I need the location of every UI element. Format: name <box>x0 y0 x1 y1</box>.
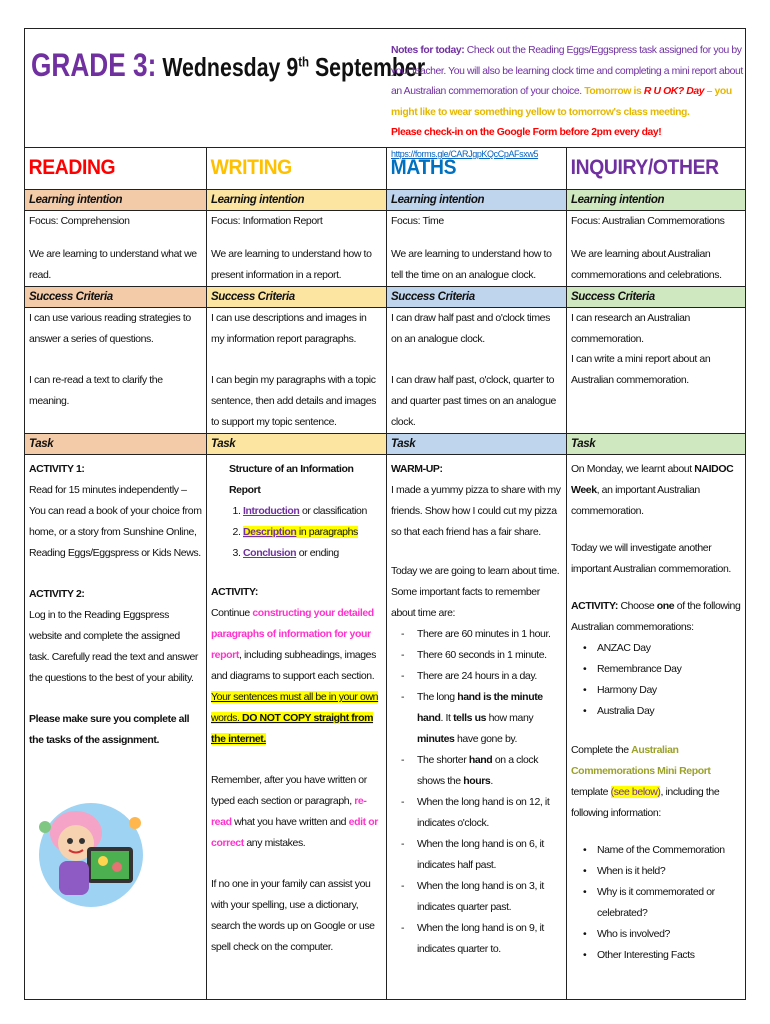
structure-intro-rest: or classification <box>299 505 367 517</box>
inquiry-li-label: Learning intention <box>567 189 745 211</box>
info-item: • Who is involved? <box>567 924 745 945</box>
writing-sc2: I can begin my paragraphs with a topic sentence, then add details and images to support my topic sentence. <box>211 374 376 428</box>
inquiry-activity <box>567 596 745 638</box>
writing-li-label: Learning intention <box>207 189 386 211</box>
maths-sc-label: Success Criteria <box>387 286 566 308</box>
reading-note: Please make sure you complete all the tasks of the assignment. <box>29 713 190 746</box>
activity-mid: Choose <box>617 600 657 612</box>
inquiry-monday <box>567 459 745 522</box>
commemoration-item: • Australia Day <box>567 701 745 722</box>
time-fact: - There are 24 hours in a day. <box>387 666 566 687</box>
writing-li: We are learning to understand how to present information in a report. <box>211 248 372 281</box>
inquiry-sc2: I can write a mini report about an Australian commemoration. <box>571 353 711 386</box>
info-item: • Why is it commemorated or celebrated? <box>567 882 745 924</box>
reading-task-label: Task <box>25 433 206 455</box>
time-fact: - There 60 seconds in 1 minute. <box>387 645 566 666</box>
writing-task-label: Task <box>207 433 386 455</box>
remember-post: any mistakes. <box>243 837 306 849</box>
writing-remember <box>207 770 386 854</box>
complete-pre: Complete the <box>571 744 632 756</box>
activity-label: ACTIVITY: <box>571 600 618 612</box>
header <box>25 29 745 159</box>
naidoc-week: NAIDOC Week <box>571 463 734 496</box>
writing-activity <box>207 603 386 750</box>
maths-column <box>387 147 567 999</box>
remember-edit: edit or correct <box>211 816 378 849</box>
info-list <box>567 840 745 966</box>
remember-mid: what you have written and <box>231 816 349 828</box>
reading-li: We are learning to understand what we read. <box>29 248 197 281</box>
writing-column <box>207 147 387 999</box>
structure-title: Structure of an Information Report <box>229 463 354 496</box>
short-pre: The shorter <box>417 754 469 766</box>
checkin-note: Please check-in on the Google Form before 2pm every day! <box>391 127 662 139</box>
reading-heading: READING <box>28 156 116 179</box>
activity-own-words: Your sentences must all be in your own words. <box>211 691 379 724</box>
inquiry-complete <box>567 740 745 824</box>
structure-conclusion-rest: or ending <box>296 547 339 559</box>
inquiry-task-label: Task <box>567 433 745 455</box>
info-item: • Other Interesting Facts <box>567 945 745 966</box>
template-name: Australian Commemorations Mini Report <box>571 744 711 777</box>
maths-sc1: I can draw half past and o'clock times on an analogue clock. <box>391 312 550 345</box>
commemoration-item: • ANZAC Day <box>567 638 745 659</box>
activity-mid: , including subheadings, images and diagrams to support each section. <box>211 649 376 682</box>
writing-focus: Focus: Information Report <box>211 215 323 227</box>
long-pre: The long <box>417 691 458 703</box>
reading-act2: Log in to the Reading Eggspress website and complete the assigned task. Carefully read the text and answer the questions to the best of your ability. <box>29 609 199 684</box>
maths-focus: Focus: Time <box>391 215 444 227</box>
short-hours: hours <box>463 775 491 787</box>
reading-eggs-character-image <box>31 797 151 907</box>
maths-li: We are learning to understand how to tell the time on an analogue clock. <box>391 248 552 281</box>
reading-act1: Read for 15 minutes independently – You can read a book of your choice from home, or a story from Sunshine Online, Reading Eggs/Eggspress or Kids News. <box>29 484 202 559</box>
short-mid: on a clock shows the <box>417 754 539 787</box>
activity-no-copy: DO NOT COPY straight from the internet. <box>211 712 374 745</box>
tomorrow-post: – you might like to wear something yellow to tomorrow's class meeting. <box>391 86 732 118</box>
inquiry-heading: INQUIRY/OTHER <box>570 156 719 179</box>
time-facts-list <box>387 624 566 960</box>
long-tells: tells us <box>453 712 487 724</box>
monday-post: , an important Australian commemoration. <box>571 484 700 517</box>
title-month: September <box>314 52 426 82</box>
time-fact: - When the long hand is on 3, it indicates quarter past. <box>387 876 566 918</box>
inquiry-focus: Focus: Australian Commemorations <box>571 215 725 227</box>
structure-description: Description <box>243 526 297 538</box>
see-below: (see below) <box>610 786 661 798</box>
inquiry-sc1: I can research an Australian commemoration. <box>571 312 690 345</box>
warmup-title: WARM-UP: <box>391 463 443 475</box>
short-post: . <box>490 775 493 787</box>
writing-sc1: I can use descriptions and images in my information report paragraphs. <box>211 312 367 345</box>
info-item: • Name of the Commemoration <box>567 840 745 861</box>
structure-conclusion: Conclusion <box>243 547 297 559</box>
long-post: have gone by. <box>454 733 517 745</box>
info-item: • When is it held? <box>567 861 745 882</box>
page-title <box>31 47 426 84</box>
complete-post: , including the following information: <box>571 786 720 819</box>
remember-reread: re-read <box>211 795 367 828</box>
writing-activity-title: ACTIVITY: <box>211 586 258 598</box>
activity-post: of the following Australian commemorations: <box>571 600 741 633</box>
structure-list <box>207 501 386 564</box>
maths-task-label: Task <box>387 433 566 455</box>
maths-today: Today we are going to learn about time. Some important facts to remember about time are: <box>391 565 560 619</box>
notes-text: Check out the Reading Eggs/Eggspress task assigned for you by your teacher. You will also be learning clock time and completing a mini report about an Australian commemoration of your choice. <box>391 45 743 98</box>
google-form-link[interactable]: https://forms.gle/CARJgpKQcCpAFsxw5 <box>391 148 539 159</box>
inquiry-today: Today we will investigate another important Australian commemoration. <box>571 542 731 575</box>
time-fact: - When the long hand is on 9, it indicates quarter to. <box>387 918 566 960</box>
structure-intro: Introduction <box>243 505 300 517</box>
activity-continue: Continue <box>211 607 253 619</box>
title-day: Wednesday 9 <box>162 52 299 82</box>
commemoration-item: • Remembrance Day <box>567 659 745 680</box>
tomorrow-pre: Tomorrow is <box>584 86 642 98</box>
inquiry-sc-label: Success Criteria <box>567 286 745 308</box>
maths-heading: MATHS <box>390 156 457 179</box>
commemorations-list <box>567 638 745 722</box>
long-minutes: minutes <box>417 733 455 745</box>
structure-item <box>243 543 382 564</box>
template-mid: template <box>571 786 611 798</box>
grade-label: GRADE 3: <box>31 47 157 83</box>
short-bold: hand <box>468 754 493 766</box>
writing-help: If no one in your family can assist you with your spelling, use a dictionary, search the words up on Google or use spell check on the computer. <box>211 878 375 953</box>
notes-label: Notes for today: <box>391 45 465 56</box>
warmup-text: I made a yummy pizza to share with my friends. Show how I could cut my pizza so that each friend has a fair share. <box>391 484 561 538</box>
long-bold: hand is the minute hand <box>417 691 543 724</box>
inquiry-column <box>567 147 745 999</box>
reading-act1-title: ACTIVITY 1: <box>29 463 85 475</box>
reading-li-label: Learning intention <box>25 189 206 211</box>
reading-focus: Focus: Comprehension <box>29 215 130 227</box>
activity-construct: constructing your detailed paragraphs of information for your report <box>211 607 374 661</box>
time-fact-long-hand <box>387 687 566 750</box>
monday-pre: On Monday, we learnt about <box>571 463 695 475</box>
remember-pre: Remember, after you have written or typed each section or paragraph, <box>211 774 367 807</box>
time-fact: - When the long hand is on 12, it indicates o'clock. <box>387 792 566 834</box>
maths-li-label: Learning intention <box>387 189 566 211</box>
reading-sc2: I can re-read a text to clarify the meaning. <box>29 374 163 407</box>
inquiry-li: We are learning about Australian commemorations and celebrations. <box>571 248 722 281</box>
long-mid2: how many <box>486 712 534 724</box>
lesson-sheet <box>24 28 746 1000</box>
title-day-suffix: th <box>298 53 310 70</box>
writing-heading: WRITING <box>210 156 292 179</box>
long-mid: . It <box>440 712 454 724</box>
reading-act2-title: ACTIVITY 2: <box>29 588 85 600</box>
writing-sc-label: Success Criteria <box>207 286 386 308</box>
ruok-day: R U OK? Day <box>643 86 705 98</box>
reading-sc1: I can use various reading strategies to answer a series of questions. <box>29 312 191 345</box>
activity-one: one <box>656 600 675 612</box>
time-fact: - There are 60 minutes in 1 hour. <box>387 624 566 645</box>
commemoration-item: • Harmony Day <box>567 680 745 701</box>
maths-sc2: I can draw half past, o'clock, quarter to and quarter past times on an analogue clock. <box>391 374 556 428</box>
time-fact: - When the long hand is on 6, it indicates half past. <box>387 834 566 876</box>
reading-sc-label: Success Criteria <box>25 286 206 308</box>
structure-description-rest: in paragraphs <box>296 526 358 538</box>
reading-column <box>25 147 207 999</box>
structure-item <box>243 522 382 543</box>
structure-item <box>243 501 382 522</box>
time-fact-short-hand <box>387 750 566 792</box>
